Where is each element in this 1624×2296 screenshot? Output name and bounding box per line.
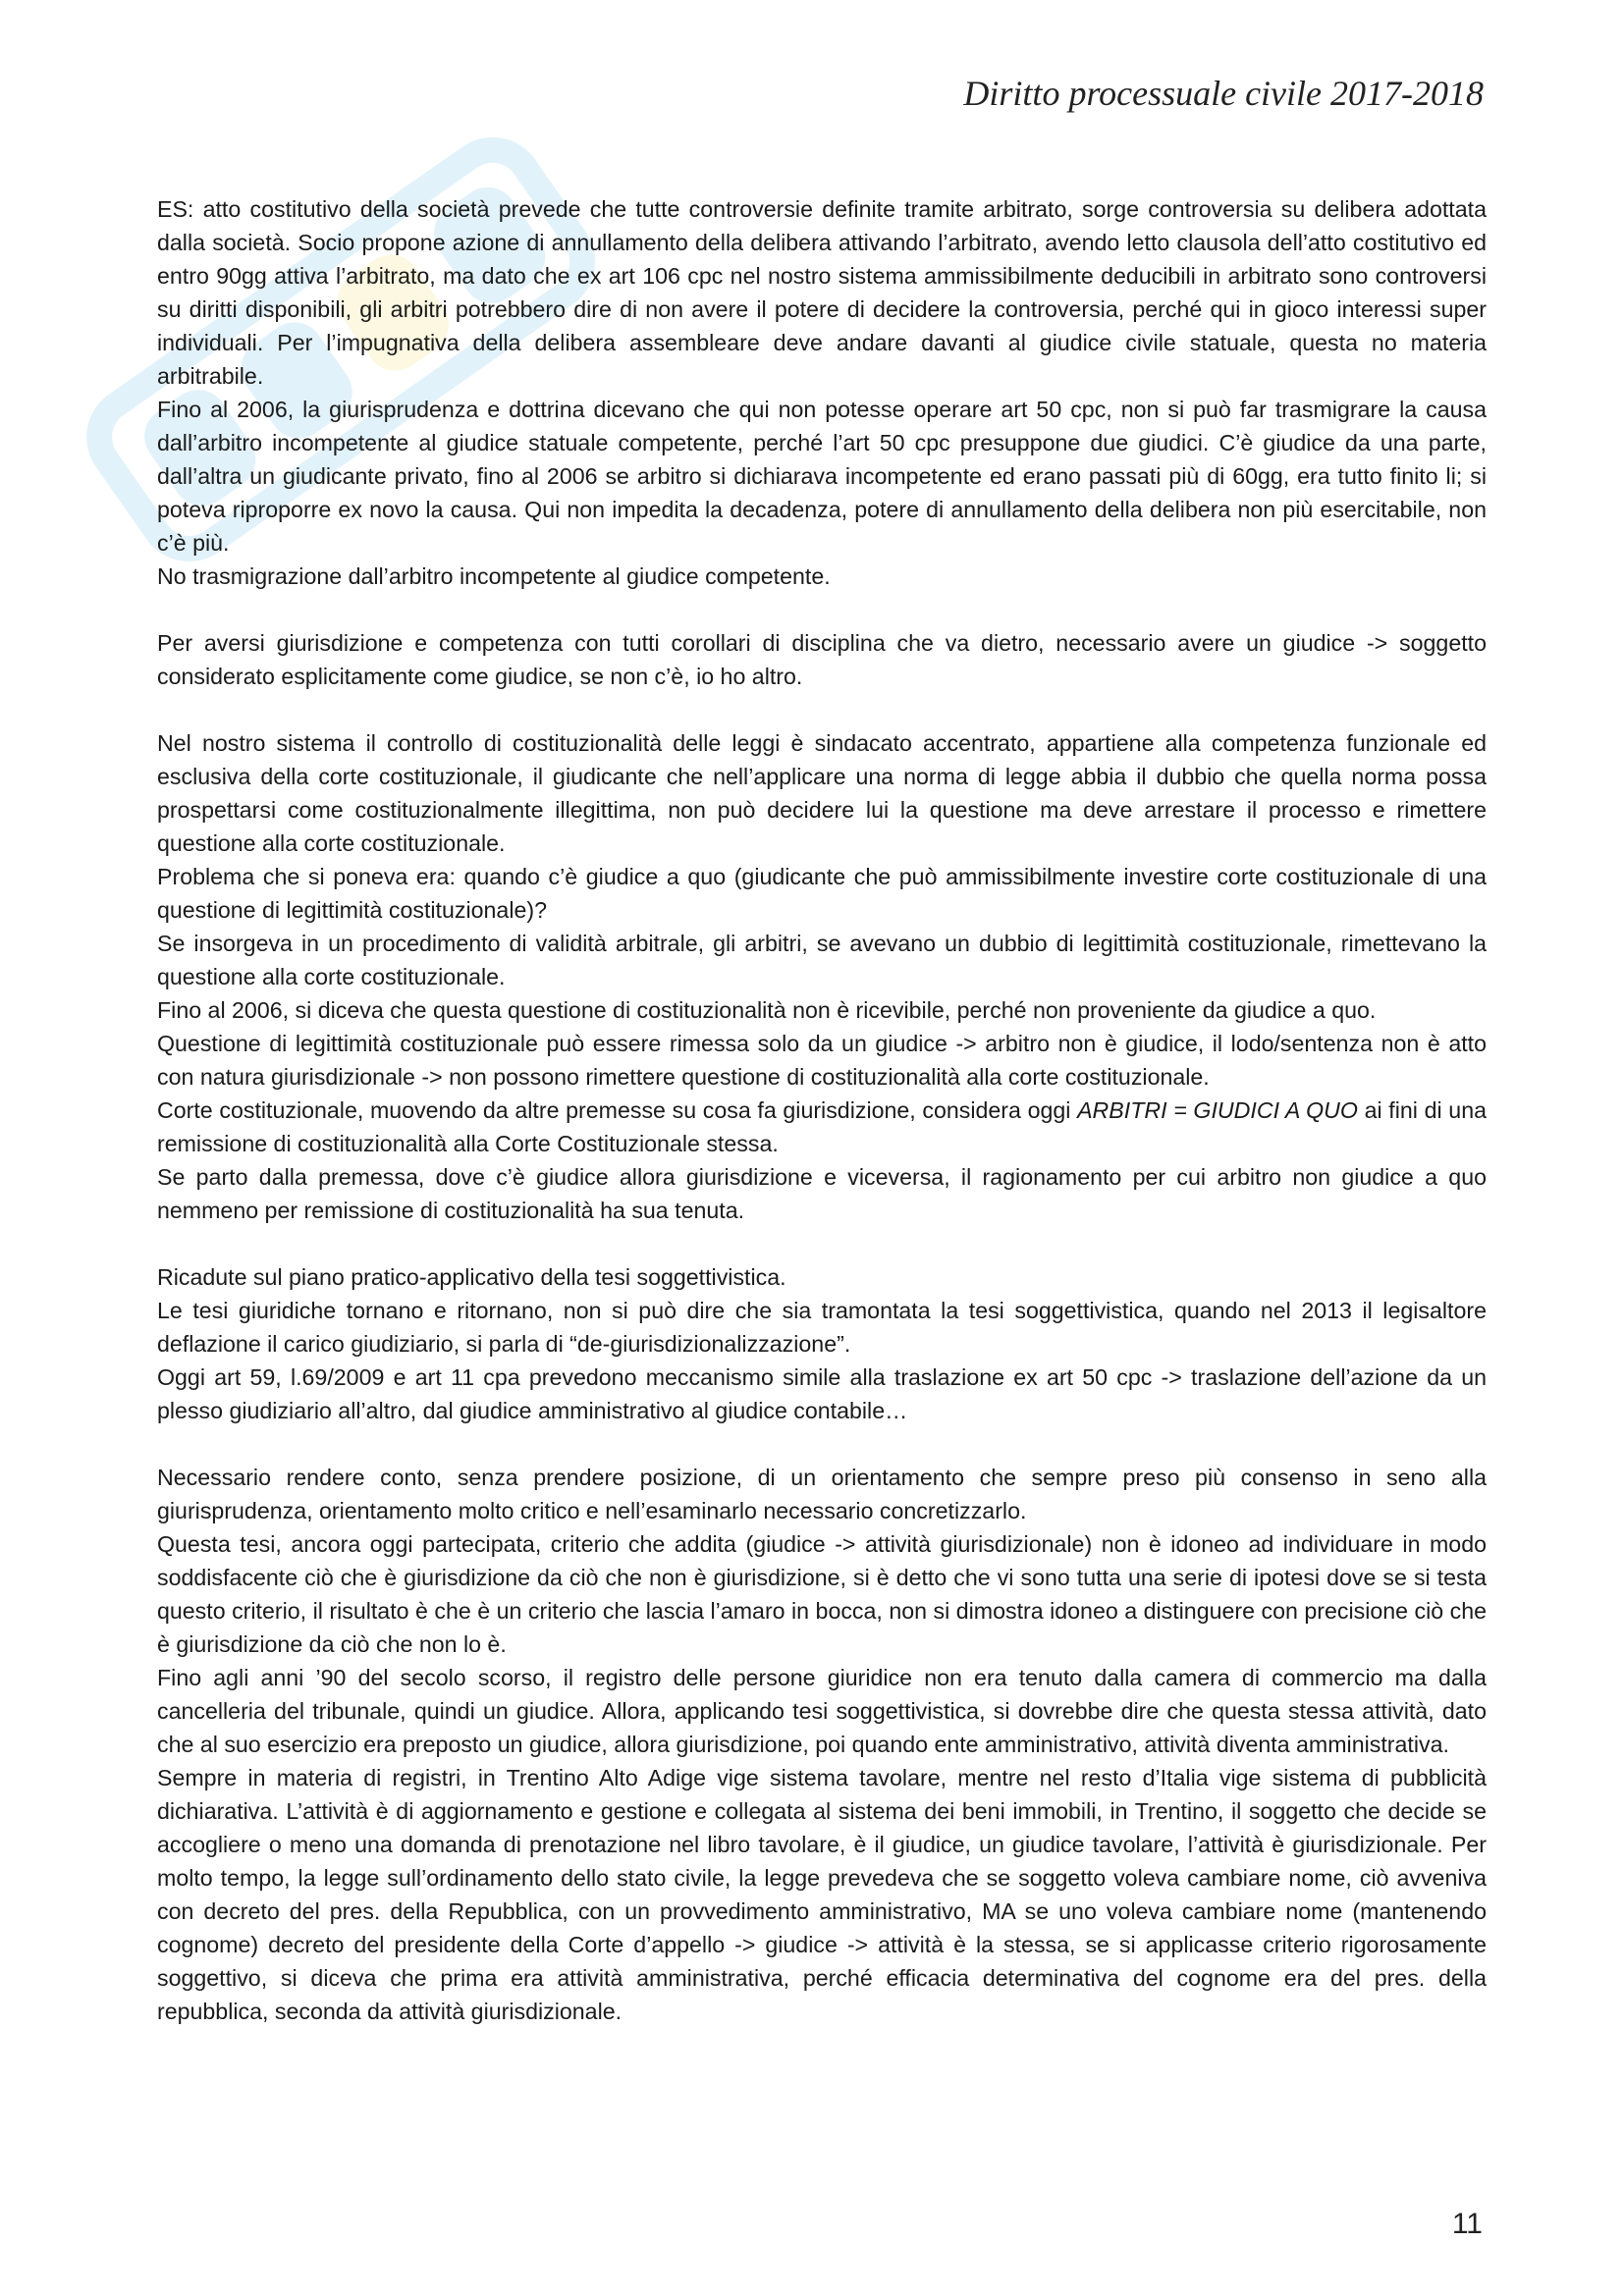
paragraph: Questa tesi, ancora oggi partecipata, criterio che addita (giudice -> attività giurisdizionale) non è idoneo ad individuare in modo soddisfacente ciò che è giurisdizione da ciò che non è giurisdizione, si è detto che vi sono tutta una serie di ipotesi dove se si testa questo criterio, il risultato è che è un criterio che lascia l’amaro in bocca, non si dimostra idoneo a distinguere con precisione ciò che è giurisdizione da ciò che non lo è. (157, 1531, 1487, 1657)
paragraph: No trasmigrazione dall’arbitro incompetente al giudice competente. (157, 563, 831, 589)
paragraph: Fino al 2006, si diceva che questa questione di costituzionalità non è ricevibile, perché non proveniente da giudice a quo. (157, 997, 1377, 1023)
paragraph: Fino al 2006, la giurisprudenza e dottrina dicevano che qui non potesse operare art 50 cpc, non si può far trasmigrare la causa dall’arbitro incompetente al giudice statuale competente, perché l’art 50 cpc presuppone due giudici. C’è giudice da una parte, dall’altra un giudicante privato, fino al 2006 se arbitro si dichiarava incompetente ed erano passati più di 60gg, era tutto finito li; si poteva riproporre ex novo la causa. Qui non impedita la decadenza, potere di annullamento della delibera non più esercitabile, non c’è più. (157, 397, 1487, 556)
paragraph: Le tesi giuridiche tornano e ritornano, non si può dire che sia tramontata la tesi soggettivistica, quando nel 2013 il legisaltore deflazione il carico giudiziario, si parla di “de-giurisdizionalizzazione”. (157, 1298, 1487, 1357)
page-header-title: Diritto processuale civile 2017-2018 (963, 74, 1484, 113)
paragraph-gap (157, 593, 1487, 626)
paragraph: Ricadute sul piano pratico-applicativo della tesi soggettivistica. (157, 1264, 786, 1290)
paragraph: Questione di legittimità costituzionale può essere rimessa solo da un giudice -> arbitro non è giudice, il lodo/sentenza non è atto con natura giurisdizionale -> non possono rimettere questione di costituzionalità alla corte costituzionale. (157, 1031, 1487, 1090)
paragraph-gap (157, 1427, 1487, 1461)
emphasis-text: ARBITRI = GIUDICI A QUO (1077, 1097, 1358, 1123)
paragraph: ES: atto costitutivo della società prevede che tutte controversie definite tramite arbitrato, sorge controversia su delibera adottata dalla società. Socio propone azione di annullamento della delibera attivando l’arbitrato, avendo letto clausola dell’atto costitutivo ed entro 90gg attiva l’arbitrato, ma dato che ex art 106 cpc nel nostro sistema ammissibilmente deducibili in arbitrato sono controversi su diritti disponibili, gli arbitri potrebbero dire di non avere il potere di decidere la controversia, perché qui in gioco interessi super individuali. Per l’impugnativa della delibera assembleare deve andare davanti al giudice civile statuale, questa no materia arbitrabile. (157, 196, 1487, 389)
paragraph: Se parto dalla premessa, dove c’è giudice allora giurisdizione e viceversa, il ragionamento per cui arbitro non giudice a quo nemmeno per remissione di costituzionalità ha sua tenuta. (157, 1164, 1487, 1223)
paragraph: Necessario rendere conto, senza prendere posizione, di un orientamento che sempre preso più consenso in seno alla giurisprudenza, orientamento molto critico e nell’esaminarlo necessario concretizzarlo. (157, 1465, 1487, 1523)
page-number: 11 (1451, 2208, 1483, 2240)
paragraph-gap (157, 693, 1487, 726)
paragraph-gap (157, 1227, 1487, 1260)
paragraph: Sempre in materia di registri, in Trentino Alto Adige vige sistema tavolare, mentre nel resto d’Italia vige sistema di pubblicità dichiarativa. L’attività è di aggiornamento e gestione e collegata al sistema dei beni immobili, in Trentino, il soggetto che decide se accogliere o meno una domanda di prenotazione nel libro tavolare, è il giudice, un giudice tavolare, l’attività è giurisdizionale. Per molto tempo, la legge sull’ordinamento dello stato civile, la legge prevedeva che se soggetto voleva cambiare nome, ciò avveniva con decreto del pres. della Repubblica, con un provvedimento amministrativo, MA se uno voleva cambiare nome (mantenendo cognome) decreto del presidente della Corte d’appello -> giudice -> attività è la stessa, se si applicasse criterio rigorosamente soggettivo, si diceva che prima era attività amministrativa, perché efficacia determinativa del cognome era del pres. della repubblica, seconda da attività giurisdizionale. (157, 1765, 1487, 2024)
document-body (157, 192, 1487, 2028)
paragraph: Per aversi giurisdizione e competenza con tutti corollari di disciplina che va dietro, necessario avere un giudice -> soggetto considerato esplicitamente come giudice, se non c’è, io ho altro. (157, 630, 1487, 689)
paragraph: Se insorgeva in un procedimento di validità arbitrale, gli arbitri, se avevano un dubbio di legittimità costituzionale, rimettevano la questione alla corte costituzionale. (157, 931, 1487, 989)
paragraph: Nel nostro sistema il controllo di costituzionalità delle leggi è sindacato accentrato, appartiene alla competenza funzionale ed esclusiva della corte costituzionale, il giudicante che nell’applicare una norma di legge abbia il dubbio che quella norma possa prospettarsi come costituzionalmente illegittima, non può decidere lui la questione ma deve arrestare il processo e rimettere questione alla corte costituzionale. (157, 730, 1487, 856)
paragraph: Corte costituzionale, muovendo da altre premesse su cosa fa giurisdizione, considera oggi ARBITRI = GIUDICI A QUO ai fini di una remissione di costituzionalità alla Corte Costituzionale stessa. (157, 1097, 1487, 1156)
paragraph: Oggi art 59, l.69/2009 e art 11 cpa prevedono meccanismo simile alla traslazione ex art 50 cpc -> traslazione dell’azione da un plesso giudiziario all’altro, dal giudice amministrativo al giudice contabile… (157, 1364, 1487, 1423)
paragraph: Fino agli anni ’90 del secolo scorso, il registro delle persone giuridice non era tenuto dalla camera di commercio ma dalla cancelleria del tribunale, quindi un giudice. Allora, applicando tesi soggettivistica, si dovrebbe dire che questa stessa attività, dato che al suo esercizio era preposto un giudice, allora giurisdizione, poi quando ente amministrativo, attività diventa amministrativa. (157, 1665, 1487, 1757)
paragraph: Problema che si poneva era: quando c’è giudice a quo (giudicante che può ammissibilmente investire corte costituzionale di una questione di legittimità costituzionale)? (157, 864, 1487, 923)
